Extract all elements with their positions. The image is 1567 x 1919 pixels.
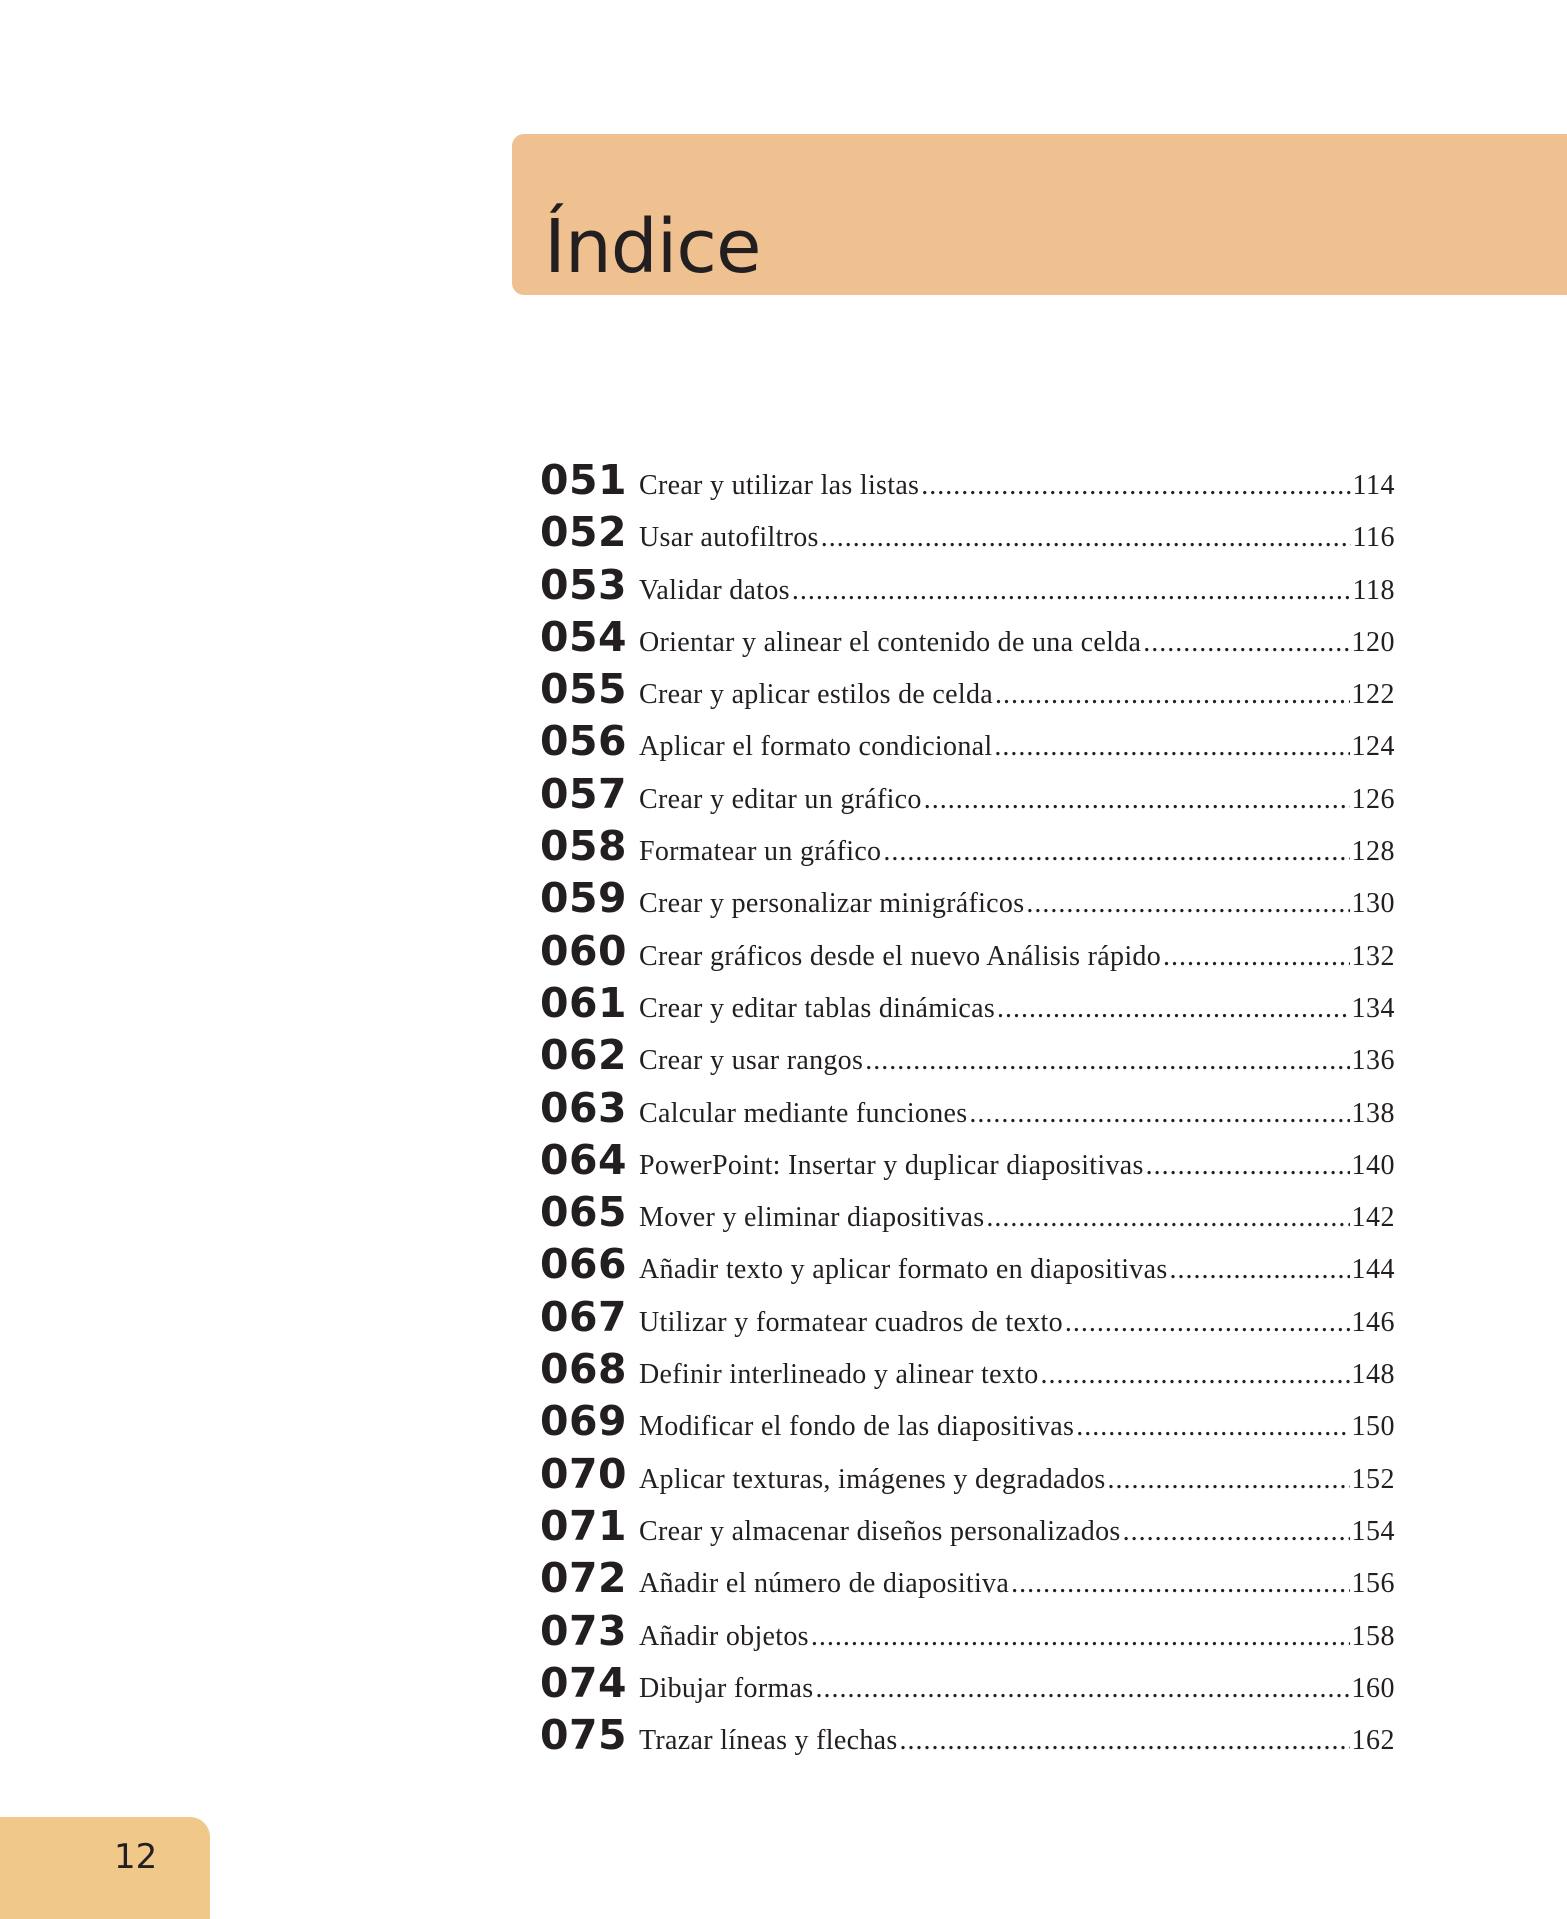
page-title: Índice (544, 204, 761, 290)
toc-entry-title: Crear y personalizar minigráficos (639, 888, 1025, 920)
toc-entry-page: 158 (1351, 1620, 1395, 1652)
toc-entry-title: Añadir objetos (639, 1620, 809, 1652)
toc-entry-number: 063 (540, 1083, 628, 1132)
toc-dot-leader (1123, 1516, 1350, 1548)
toc-entry[interactable] (540, 1084, 1395, 1136)
toc-entry[interactable] (540, 613, 1395, 665)
toc-entry-number: 055 (540, 665, 628, 714)
toc-entry-number: 061 (540, 978, 628, 1027)
toc-entry-page: 152 (1351, 1463, 1395, 1495)
toc-entry-page: 154 (1351, 1515, 1395, 1547)
toc-entry-title: Añadir el número de diapositiva (639, 1568, 1010, 1600)
toc-entry-title: Crear y utilizar las listas (639, 470, 920, 501)
toc-dot-leader (811, 1621, 1350, 1653)
toc-dot-leader (883, 836, 1349, 868)
toc-entry-number: 068 (540, 1345, 628, 1394)
toc-entry-page: 142 (1351, 1202, 1395, 1234)
toc-entry-title: Formatear un gráfico (639, 836, 882, 868)
toc-entry-title: Crear y almacenar diseños personalizados (639, 1515, 1121, 1547)
toc-dot-leader (1065, 1307, 1350, 1339)
toc-entry-number: 069 (540, 1397, 628, 1446)
toc-entry-title: Usar autofiltros (639, 522, 819, 554)
toc-entry-number: 073 (540, 1606, 628, 1655)
toc-entry-page: 160 (1351, 1672, 1395, 1704)
toc-entry-number: 074 (540, 1658, 628, 1707)
toc-entry-page: 122 (1351, 679, 1395, 711)
toc-entry-number: 072 (540, 1554, 628, 1603)
toc-entry[interactable] (540, 1345, 1395, 1397)
toc-entry-page: 114 (1352, 470, 1395, 501)
toc-entry-title: Mover y eliminar diapositivas (639, 1202, 985, 1234)
toc-entry[interactable] (540, 1240, 1395, 1292)
toc-entry-title: Modificar el fondo de las diapositivas (639, 1411, 1075, 1443)
toc-entry-page: 126 (1351, 783, 1395, 815)
toc-entry-number: 057 (540, 769, 628, 818)
toc-dot-leader (792, 575, 1351, 607)
toc-dot-leader (1143, 627, 1349, 659)
toc-dot-leader (994, 731, 1349, 763)
toc-entry-title: Crear y aplicar estilos de celda (639, 679, 993, 711)
toc-entry[interactable] (540, 665, 1395, 717)
toc-entry-number: 054 (540, 612, 628, 661)
toc-entry-title: Calcular mediante funciones (639, 1097, 968, 1129)
toc-entry-title: Orientar y alinear el contenido de una celda (639, 626, 1142, 658)
toc-entry-title: Crear gráficos desde el nuevo Análisis rápido (639, 940, 1162, 972)
toc-entry[interactable] (540, 770, 1395, 822)
toc-entry-title: Dibujar formas (639, 1672, 814, 1704)
toc-dot-leader (995, 679, 1350, 711)
toc-entry-number: 053 (540, 560, 628, 609)
toc-dot-leader (969, 1098, 1349, 1130)
toc-entry-number: 075 (540, 1711, 628, 1760)
toc-entry-page: 134 (1351, 992, 1395, 1024)
toc-dot-leader (815, 1673, 1349, 1705)
toc-dot-leader (821, 522, 1351, 554)
toc-entry[interactable] (540, 1397, 1395, 1449)
toc-entry-number: 058 (540, 822, 628, 871)
toc-entry-title: Utilizar y formatear cuadros de texto (639, 1306, 1063, 1338)
header-band (512, 134, 1567, 295)
toc-entry-title: Aplicar el formato condicional (639, 731, 993, 763)
toc-entry[interactable] (540, 1293, 1395, 1345)
toc-dot-leader (1026, 888, 1349, 920)
toc-entry-number: 070 (540, 1449, 628, 1498)
toc-entry-number: 051 (540, 456, 628, 504)
toc-entry-number: 052 (540, 508, 628, 557)
toc-entry-number: 066 (540, 1240, 628, 1289)
toc-entry[interactable] (540, 1502, 1395, 1554)
toc-entry-page: 162 (1351, 1725, 1395, 1757)
toc-dot-leader (900, 1725, 1350, 1757)
toc-entry-number: 067 (540, 1292, 628, 1341)
toc-entry-number: 071 (540, 1501, 628, 1550)
toc-entry[interactable] (540, 822, 1395, 874)
toc-entry-number: 065 (540, 1188, 628, 1237)
toc-entry-page: 146 (1351, 1306, 1395, 1338)
toc-entry-title: PowerPoint: Insertar y duplicar diapositivas (639, 1149, 1144, 1181)
toc-entry-title: Crear y editar tablas dinámicas (639, 992, 996, 1024)
page-number: 12 (114, 1837, 158, 1877)
toc-entry-title: Añadir texto y aplicar formato en diapositivas (639, 1254, 1168, 1286)
toc-entry-page: 138 (1351, 1097, 1395, 1129)
toc-dot-leader (924, 784, 1350, 816)
toc-dot-leader (921, 470, 1350, 502)
toc-entry-number: 056 (540, 717, 628, 766)
toc-entry[interactable] (540, 874, 1395, 926)
toc-entry[interactable] (540, 1188, 1395, 1240)
toc-entry-number: 062 (540, 1031, 628, 1080)
toc-entry-title: Definir interlineado y alinear texto (639, 1359, 1039, 1391)
toc-entry-title: Aplicar texturas, imágenes y degradados (639, 1463, 1106, 1495)
toc-entry-title: Validar datos (639, 574, 790, 606)
toc-entry-page: 130 (1351, 888, 1395, 920)
toc-entry-page: 140 (1351, 1149, 1395, 1181)
toc-entry[interactable] (540, 927, 1395, 979)
toc-dot-leader (1146, 1150, 1350, 1182)
toc-entry[interactable] (540, 1031, 1395, 1083)
toc-entry-page: 120 (1351, 626, 1395, 658)
toc-entry-title: Crear y usar rangos (639, 1045, 864, 1077)
toc-entry[interactable] (540, 1711, 1395, 1763)
page-number-tab (0, 1817, 210, 1919)
toc-entry-page: 116 (1352, 522, 1395, 554)
toc-entry-number: 064 (540, 1135, 628, 1184)
toc-entry-title: Trazar líneas y flechas (639, 1725, 898, 1757)
toc-entry[interactable] (540, 1607, 1395, 1659)
toc-entry-number: 059 (540, 874, 628, 923)
toc-entry-page: 118 (1352, 574, 1395, 606)
toc-dot-leader (997, 993, 1349, 1025)
toc-dot-leader (1108, 1464, 1350, 1496)
toc-entry-title: Crear y editar un gráfico (639, 783, 922, 815)
toc-entry[interactable] (540, 561, 1395, 613)
toc-dot-leader (1170, 1254, 1350, 1286)
toc-dot-leader (1076, 1411, 1349, 1443)
toc-entry[interactable] (540, 1554, 1395, 1606)
toc-entry[interactable] (540, 1136, 1395, 1188)
toc-dot-leader (1011, 1568, 1349, 1600)
toc-dot-leader (1041, 1359, 1350, 1391)
toc-entry-page: 148 (1351, 1359, 1395, 1391)
toc-entry[interactable] (540, 456, 1395, 508)
toc-entry-page: 150 (1351, 1411, 1395, 1443)
toc-entry-page: 144 (1351, 1254, 1395, 1286)
toc-entry-number: 060 (540, 926, 628, 975)
toc-entry[interactable] (540, 979, 1395, 1031)
toc-entry-page: 136 (1351, 1045, 1395, 1077)
toc-entry[interactable] (540, 1450, 1395, 1502)
toc-entry[interactable] (540, 717, 1395, 769)
toc-entry-page: 156 (1351, 1568, 1395, 1600)
toc-dot-leader (986, 1202, 1349, 1234)
toc-dot-leader (865, 1045, 1349, 1077)
toc-entry-page: 128 (1351, 836, 1395, 868)
table-of-contents (540, 456, 1395, 1763)
toc-entry-page: 132 (1351, 940, 1395, 972)
toc-entry[interactable] (540, 1659, 1395, 1711)
toc-entry-page: 124 (1351, 731, 1395, 763)
toc-dot-leader (1163, 941, 1349, 973)
toc-entry[interactable] (540, 508, 1395, 560)
